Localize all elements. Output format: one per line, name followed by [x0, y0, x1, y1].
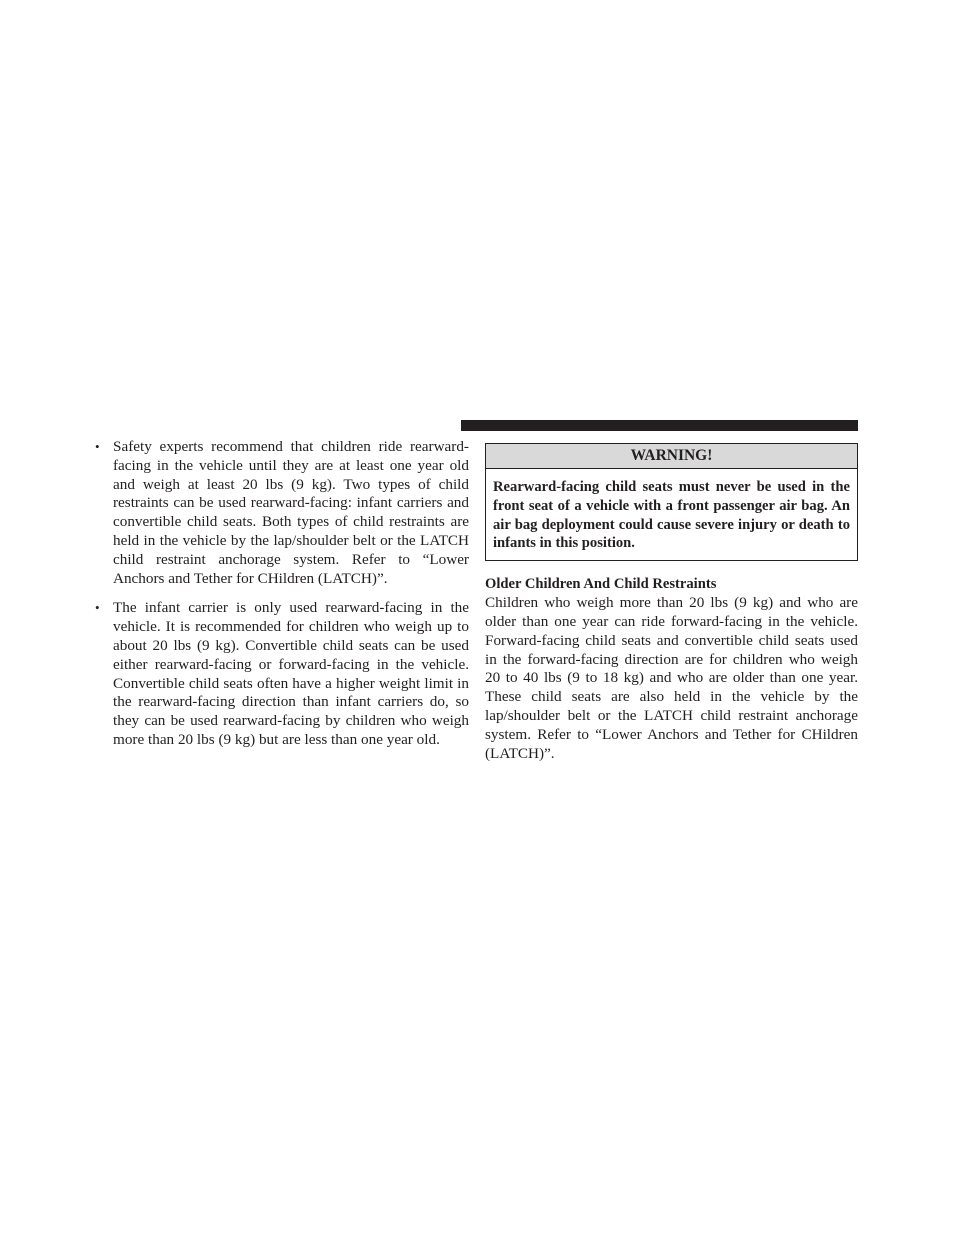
section-body: Children who weigh more than 20 lbs (9 kg) and who are older than one year can ride forward-facing in the vehicle. Forward-facing child seats and convertible child seats used in the forward-facing direction are for children who weigh 20 to 40 lbs (9 to 18 kg) and who are older than one year. These child seats are also held in the vehicle by the lap/shoulder belt or the LATCH child restraint anchorage system. Refer to “Lower Anchors and Tether for CHildren (LATCH)”.: [485, 594, 858, 762]
right-column: [485, 443, 858, 763]
left-column: [95, 438, 469, 761]
bullet-text: Safety experts recommend that children ride rearward-facing in the vehicle until they are at least one year old and weigh at least 20 lbs (9 kg). Two types of child restraints can be used rearward-facing: infant carriers and convertible child seats. Both types of child restraints are held in the vehicle by the lap/shoulder belt or the LATCH child restraint anchorage system. Refer to “Lower Anchors and Tether for CHildren (LATCH)”.: [113, 438, 469, 587]
warning-box: [485, 443, 858, 561]
section-rule: [461, 420, 858, 431]
bullet-text: The infant carrier is only used rearward-facing in the vehicle. It is recommended for children who weigh up to about 20 lbs (9 kg). Convertible child seats can be used either rearward-facing or forward-facing in the vehicle. Convertible child seats often have a higher weight limit in the rearward-facing direction than infant carriers do, so they can be used rearward-facing by children who weigh more than 20 lbs (9 kg) but are less than one year old.: [113, 599, 469, 748]
bullet-marker: •: [95, 439, 100, 454]
bullet-marker: •: [95, 600, 100, 616]
warning-title: WARNING!: [486, 444, 857, 469]
bullet-item-rearward-recommendation: [95, 438, 469, 588]
warning-body: Rearward-facing child seats must never be used in the front seat of a vehicle with a front passenger air bag. An air bag deployment could cause severe injury or death to infants in this position.: [493, 479, 850, 552]
section-heading: Older Children And Child Restraints: [485, 576, 717, 593]
bullet-item-infant-carrier: [95, 599, 469, 749]
